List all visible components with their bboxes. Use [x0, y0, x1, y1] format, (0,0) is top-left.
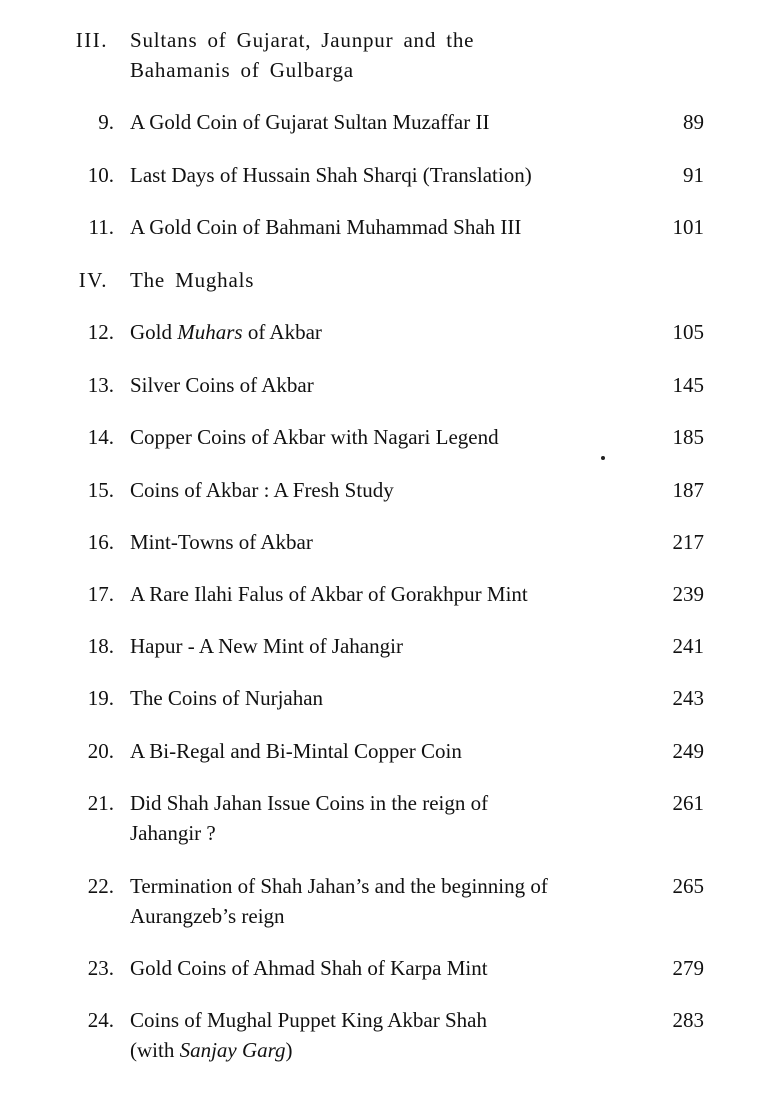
chapter-title: Last Days of Hussain Shah Sharqi (Translation) — [130, 163, 532, 187]
page-number: 89 — [683, 110, 704, 134]
chapter-title: A Gold Coin of Bahmani Muhammad Shah III — [130, 215, 522, 239]
page-number: 279 — [672, 956, 704, 980]
chapter-number: 9. — [98, 110, 114, 134]
chapter-number: 10. — [87, 163, 114, 187]
chapter-number: 14. — [87, 425, 114, 449]
chapter-title: Did Shah Jahan Issue Coins in the reign of Jahangir ? — [130, 791, 489, 845]
chapter-title: Coins of Mughal Puppet King Akbar Shah (with Sanjay Garg) — [130, 1008, 487, 1062]
chapter-number: 22. — [87, 874, 114, 898]
page-number: 249 — [672, 739, 704, 763]
chapter-number: 20. — [87, 739, 114, 763]
page-number: 91 — [683, 163, 704, 187]
chapter-title: Termination of Shah Jahan’s and the beginning of Aurangzeb’s reign — [130, 874, 548, 928]
print-speck — [601, 456, 605, 460]
chapter-title: Gold Coins of Ahmad Shah of Karpa Mint — [130, 956, 488, 980]
chapter-title: The Coins of Nurjahan — [130, 686, 324, 710]
page-number: 187 — [672, 478, 704, 502]
chapter-title: Mint-Towns of Akbar — [130, 530, 313, 554]
chapter-title: Copper Coins of Akbar with Nagari Legend — [130, 425, 499, 449]
chapter-title: Hapur - A New Mint of Jahangir — [130, 634, 403, 658]
chapter-number: 18. — [87, 634, 114, 658]
chapter-number: 12. — [87, 320, 114, 344]
chapter-number: 21. — [87, 791, 114, 815]
page-number: 101 — [672, 215, 704, 239]
chapter-number: 15. — [87, 478, 114, 502]
chapter-number: 16. — [87, 530, 114, 554]
section-number: IV. — [78, 268, 108, 292]
page-number: 145 — [672, 373, 704, 397]
page-number: 239 — [672, 582, 704, 606]
chapter-title: A Bi-Regal and Bi-Mintal Copper Coin — [130, 739, 462, 763]
page-number: 105 — [672, 320, 704, 344]
chapter-number: 19. — [87, 686, 114, 710]
chapter-number: 13. — [87, 373, 114, 397]
chapter-number: 11. — [88, 215, 114, 239]
page-number: 241 — [672, 634, 704, 658]
page-number: 243 — [672, 686, 704, 710]
page-number: 265 — [672, 874, 704, 898]
chapter-number: 23. — [87, 956, 114, 980]
chapter-number: 24. — [87, 1008, 114, 1032]
chapter-title: Coins of Akbar : A Fresh Study — [130, 478, 394, 502]
page-number: 261 — [672, 791, 704, 815]
chapter-number: 17. — [87, 582, 114, 606]
section-number: III. — [75, 28, 108, 52]
section-title: The Mughals — [130, 268, 255, 292]
chapter-title: A Gold Coin of Gujarat Sultan Muzaffar II — [130, 110, 490, 134]
page-number: 217 — [672, 530, 704, 554]
page-number: 185 — [672, 425, 704, 449]
chapter-title: Silver Coins of Akbar — [130, 373, 314, 397]
section-title: Sultans of Gujarat, Jaunpur and the Bahamanis of Gulbarga — [130, 28, 475, 82]
chapter-title: A Rare Ilahi Falus of Akbar of Gorakhpur Mint — [130, 582, 528, 606]
page-number: 283 — [672, 1008, 704, 1032]
chapter-title: Gold Muhars of Akbar — [130, 320, 322, 344]
